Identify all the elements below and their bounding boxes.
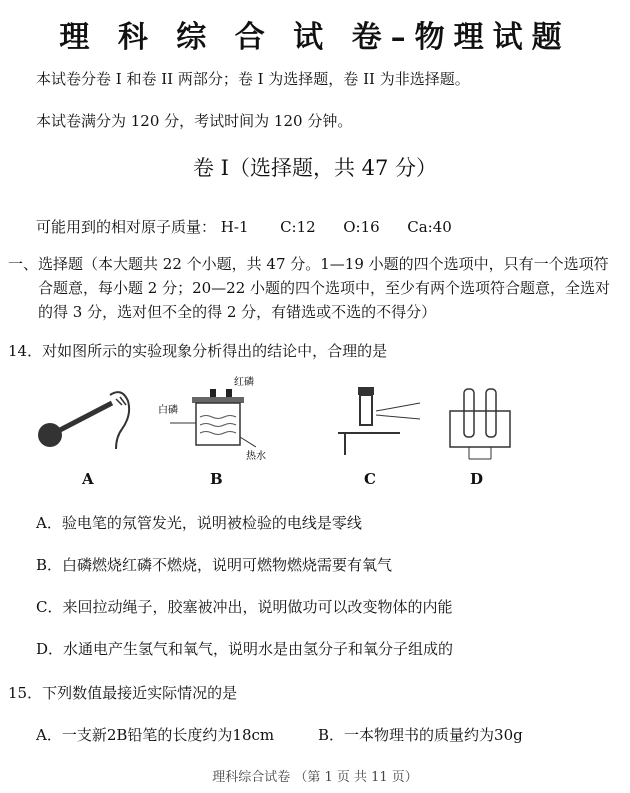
q15-stem: 15．下列数值最接近实际情况的是 — [8, 684, 238, 702]
page-title: 理 科 综 合 试 卷–物理试题 — [59, 20, 571, 55]
q14-stem: 14．对如图所示的实验现象分析得出的结论中，合理的是 — [8, 342, 388, 360]
page-footer: 理科综合试卷 （第 1 页 共 11 页） — [212, 770, 418, 785]
atomic-masses-label: 可能用到的相对原子质量： — [36, 218, 217, 236]
figure-b-phosphorus — [158, 375, 266, 462]
q14-option-a: A．验电笔的氖管发光，说明被检验的电线是零线 — [36, 514, 362, 532]
figure-label-b: B — [210, 470, 223, 488]
white-phosphorus-label: 白磷 — [158, 405, 178, 416]
part1-text: 选择题（本大题共 22 个小题，共 47 分。1—19 小题的四个选项中，只有一个选项符合题意，每小题 2 分；20—22 小题的四个选项中，至少有两个选项符合题意，全选对的得 3 分，选对但不全的得 2 分，有错选或不选的不得分） — [38, 255, 611, 321]
q14-figures — [20, 375, 620, 470]
part1-number: 一、 — [8, 255, 39, 273]
atomic-mass-h: H-1 — [220, 218, 249, 236]
intro-line-2: 本试卷满分为 120 分，考试时间为 120 分钟。 — [36, 112, 353, 130]
figure-c-friction-tube — [338, 387, 420, 455]
part1-instruction — [8, 252, 620, 324]
atomic-mass-ca: Ca:40 — [407, 218, 452, 236]
q15-option-b: B．一本物理书的质量约为30g — [318, 726, 523, 744]
q15-option-a: A．一支新2B铅笔的长度约为18cm — [36, 726, 275, 744]
red-phosphorus-label: 红磷 — [234, 377, 254, 388]
section-title: 卷 I（选择题，共 47 分） — [192, 156, 438, 180]
intro-line-1: 本试卷分卷 I 和卷 II 两部分；卷 I 为选择题，卷 II 为非选择题。 — [36, 70, 470, 88]
q14-option-c: C．来回拉动绳子，胶塞被冲出，说明做功可以改变物体的内能 — [36, 598, 453, 616]
figure-a-test-pen — [38, 392, 129, 449]
q14-option-b: B．白磷燃烧红磷不燃烧，说明可燃物燃烧需要有氧气 — [36, 556, 393, 574]
figure-d-electrolysis — [450, 389, 510, 459]
atomic-mass-c: C:12 — [280, 218, 316, 236]
q14-option-d: D．水通电产生氢气和氧气，说明水是由氢分子和氧分子组成的 — [36, 640, 454, 658]
figure-label-d: D — [470, 470, 484, 488]
hot-water-label: 热水 — [246, 451, 266, 462]
atomic-mass-o: O:16 — [343, 218, 380, 236]
atomic-masses — [36, 216, 452, 237]
figure-label-a: A — [82, 470, 94, 488]
figure-label-c: C — [364, 470, 376, 488]
